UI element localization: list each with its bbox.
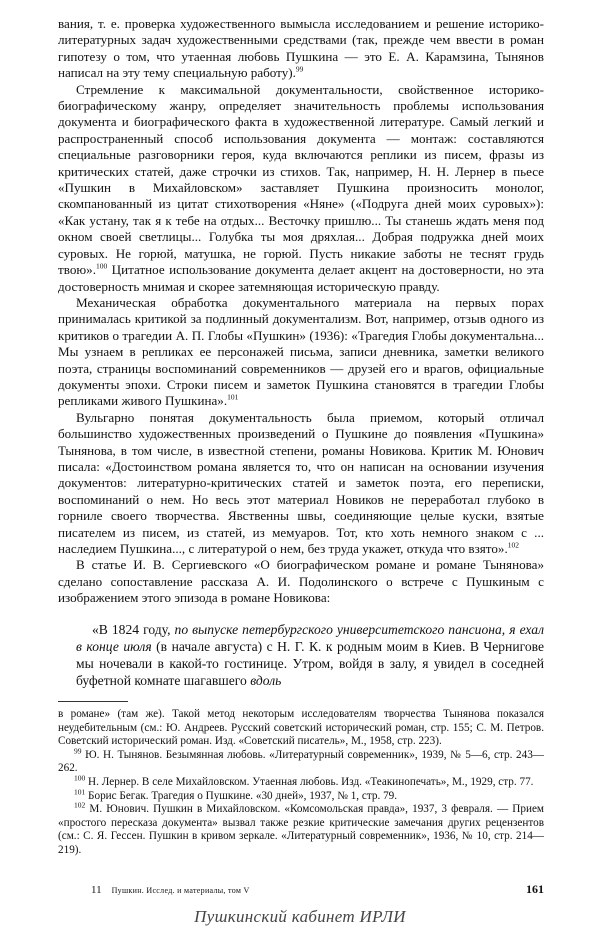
paragraph-1: вания, т. е. проверка художественного вымысла исследованием и решение историко-литературных задач художественными средствами (так, прежде чем ввести в роман гипотезу о том, что утаенная любовь Пушкина — это Е. А. Карамзина, Тынянов написал на эту тему специальную работу).$^{99}$ (58, 16, 544, 81)
footnote-ref-100[interactable]: 100 (95, 261, 108, 271)
paragraph-4: Вульгарно понятая документальность была приемом, который отличал большинство художественных произведений о Пушкине до появления «Пушкина» Тынянова, в том числе, в известной степени, романы Новикова. Критик М. Юнович писала: «Достоинством романа является то, что он написан на основании изучения документов: литературно-критических статей и заметок поэта, его переписки, воспоминаний о нем. Но весь этот материал Новиков не переработал глубоко в горниле своего творчества. Явственны швы, соединяющие целые куски, взятые писателем из писем, из статей, из мемуаров. Тот, кто хоть немного знаком с ... наследием Пушкина..., с литературой о нем, без труда укажет, откуда что взято».$^{102}$ (58, 409, 544, 556)
paragraph-5: В статье И. В. Сергиевского «О биографическом романе и романе Тынянова» сделано сопоставление рассказа А. И. Подолинского о встрече с Пушкиным с изображением этого эпизода в романе Новикова: (58, 557, 544, 606)
paragraph-3: Механическая обработка документального материала на первых порах принималась критикой за подлинный документализм. Вот, например, отзыв одного из критиков о трагедии А. П. Глобы «Пушкин» (1936): «Трагедия Глобы документальна... Мы узнаем в репликах ее персонажей письма, записи дневника, заметки великого поэта, страницы воспоминаний современников — друзей его и врагов, официальные документы эпохи. Строки писем и заметок Пушкина становятся в трагедии Глобы репликами живого Пушкина».$^{101}$ (58, 294, 544, 409)
signature-mark: 11 Пушкин. Исслед. и материалы, том V (91, 884, 250, 896)
footnotes (58, 708, 544, 858)
footnote-102: $^{102}$ М. Юнович. Пушкин в Михайловском. «Комсомольская правда», 1937, 3 февраля. — Прием «простого пересказа документа» вызвал также резкие критические замечания других рецензентов (см.: С. Я. Гессен. Пушкин в кривом зеркале. «Литературный современник», 1936, № 10, стр. 214—219). (58, 800, 544, 856)
quote-text: «В 1824 году, по выпуске петербургского университетского пансиона, я ехал в конце июля (в начале августа) с Н. Г. К. к родным моим в Киев. В Чернигове мы ночевали в какой-то гостинице. Утром, войдя в залу, я увидел в соседней буфетной комнате шагавшего вдоль (76, 621, 544, 689)
footnote-100: $^{100}$ Н. Лернер. В селе Михайловском. Утаенная любовь. Изд. «Теакинопечать», М., 1929, стр. 77. (74, 773, 534, 788)
footnote-ref-99[interactable]: 99 (295, 64, 304, 74)
footnote-101: $^{101}$ Борис Бегак. Трагедия о Пушкине. «30 дней», 1937, № 1, стр. 79. (74, 786, 398, 802)
page-footer (58, 882, 544, 898)
footnote-divider (58, 701, 128, 702)
main-text (58, 16, 544, 689)
footnote-99: $^{99}$ Ю. Н. Тынянов. Безымянная любовь. «Литературный современник», 1939, № 5—6, стр. 243—262. (58, 746, 544, 775)
footnote-ref-101[interactable]: 101 (227, 392, 239, 402)
block-quote (76, 621, 544, 690)
footnote-continuation: в романе» (там же). Такой метод некоторым исследователям творчества Тынянова показался неудебительным (см.: Ю. Андреев. Русский советский исторический роман, стр. 155; С. М. Петров. Советский исторический роман. Изд. «Советский писатель», М., 1958, стр. 223). (58, 708, 544, 748)
library-watermark: Пушкинский кабинет ИРЛИ (194, 907, 406, 926)
paragraph-2: Стремление к максимальной документальности, свойственное историко-биографическому жанру, определяет значительность проблемы использования документа и биографического факта в художественной литературе. Самый легкий и распространенный способ использования документа — монтаж: составляются специальные разговорники героя, куда включаются реплики из писем, фразы из критических статей, даже строчки из стихов. Так, например, Н. Н. Лернер в пьесе «Пушкин в Михайловском» заставляет Пушкина произносить монолог, скомпанованный из цитат стихотворения «Няне» («Подруга дней моих суровых»): «Как устану, так я к тебе на отдых... Весточку пришлю... Ты станешь ждать меня под окном своей светлицы... Голубка ты моя дряхлая... Добрая подружка дней моих суровых. Не горюй, матушка, не горюй. Пусть никакие заботы не теснят грудь твою».$^{100}$ Цитатное использование документа делает акцент на достоверности, но эта достоверность мнимая и скорее затемняющая историческую правду. (58, 81, 544, 294)
footnote-ref-102[interactable]: 102 (507, 540, 519, 550)
page-number: 161 (526, 882, 544, 896)
